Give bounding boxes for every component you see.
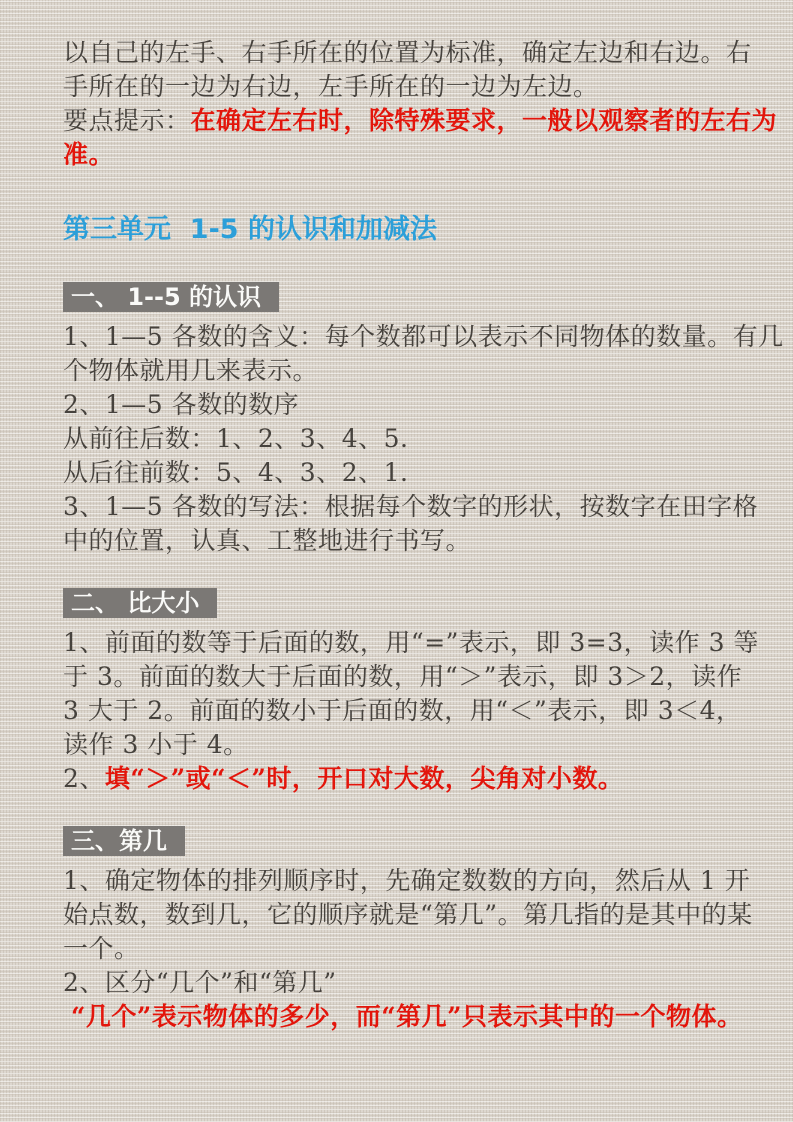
- section-compare: [63, 588, 759, 796]
- text-line: 于 3。前面的数大于后面的数，用“＞”表示，即 3＞2，读作: [63, 662, 743, 691]
- unit-heading: 第三单元 1-5 的认识和加减法: [63, 214, 437, 245]
- text-line: 个物体就用几来表示。: [63, 356, 319, 385]
- text-line: 一个。: [63, 934, 140, 963]
- text-line: 以自己的左手、右手所在的位置为标准，确定左边和右边。右: [63, 38, 752, 67]
- section-body: [63, 864, 753, 1034]
- section-ordinal: [63, 826, 753, 1034]
- section-body: [63, 320, 784, 558]
- section-header-bar: 三、第几: [63, 826, 185, 856]
- key-point-line: [63, 104, 778, 138]
- text-line: 3、1—5 各数的写法：根据每个数字的形状，按数字在田字格: [63, 492, 759, 521]
- section-header-bar: 一、 1--5 的认识: [63, 282, 279, 312]
- text-line: 始点数，数到几，它的顺序就是“第几”。第几指的是其中的某: [63, 900, 753, 929]
- text-line: 中的位置，认真、工整地进行书写。: [63, 526, 472, 555]
- intro-paragraph: [63, 36, 778, 172]
- key-point-label: 要点提示：: [63, 106, 191, 135]
- text-line: 1、前面的数等于后面的数，用“=”表示，即 3=3，读作 3 等: [63, 628, 759, 657]
- key-point-text: 在确定左右时，除特殊要求，一般以观察者的左右为: [190, 106, 778, 135]
- list-number: 2、: [63, 764, 105, 793]
- text-line: 2、1—5 各数的数序: [63, 390, 300, 419]
- text-line: 从前往后数：1、2、3、4、5.: [63, 424, 409, 453]
- text-line: 从后往前数：5、4、3、2、1.: [63, 458, 409, 487]
- section-header-bar: 二、 比大小: [63, 588, 217, 618]
- key-point-text-continued: 准。: [63, 140, 115, 169]
- text-line: 手所在的一边为右边，左手所在的一边为左边。: [63, 72, 599, 101]
- section-recognition: [63, 282, 784, 558]
- key-point-text: “几个”表示物体的多少，而“第几”只表示其中的一个物体。: [71, 1002, 743, 1031]
- text-line: 2、区分“几个”和“第几”: [63, 968, 337, 997]
- key-point-text: 填“＞”或“＜”时，开口对大数，尖角对小数。: [104, 764, 624, 793]
- text-line: 1、1—5 各数的含义：每个数都可以表示不同物体的数量。有几: [63, 322, 784, 351]
- section-body: [63, 626, 759, 796]
- key-point-line: [63, 762, 743, 796]
- text-line: 1、确定物体的排列顺序时，先确定数数的方向，然后从 1 开: [63, 866, 751, 895]
- text-line: 读作 3 小于 4。: [63, 730, 249, 759]
- text-line: 3 大于 2。前面的数小于后面的数，用“＜”表示，即 3＜4，: [63, 696, 742, 725]
